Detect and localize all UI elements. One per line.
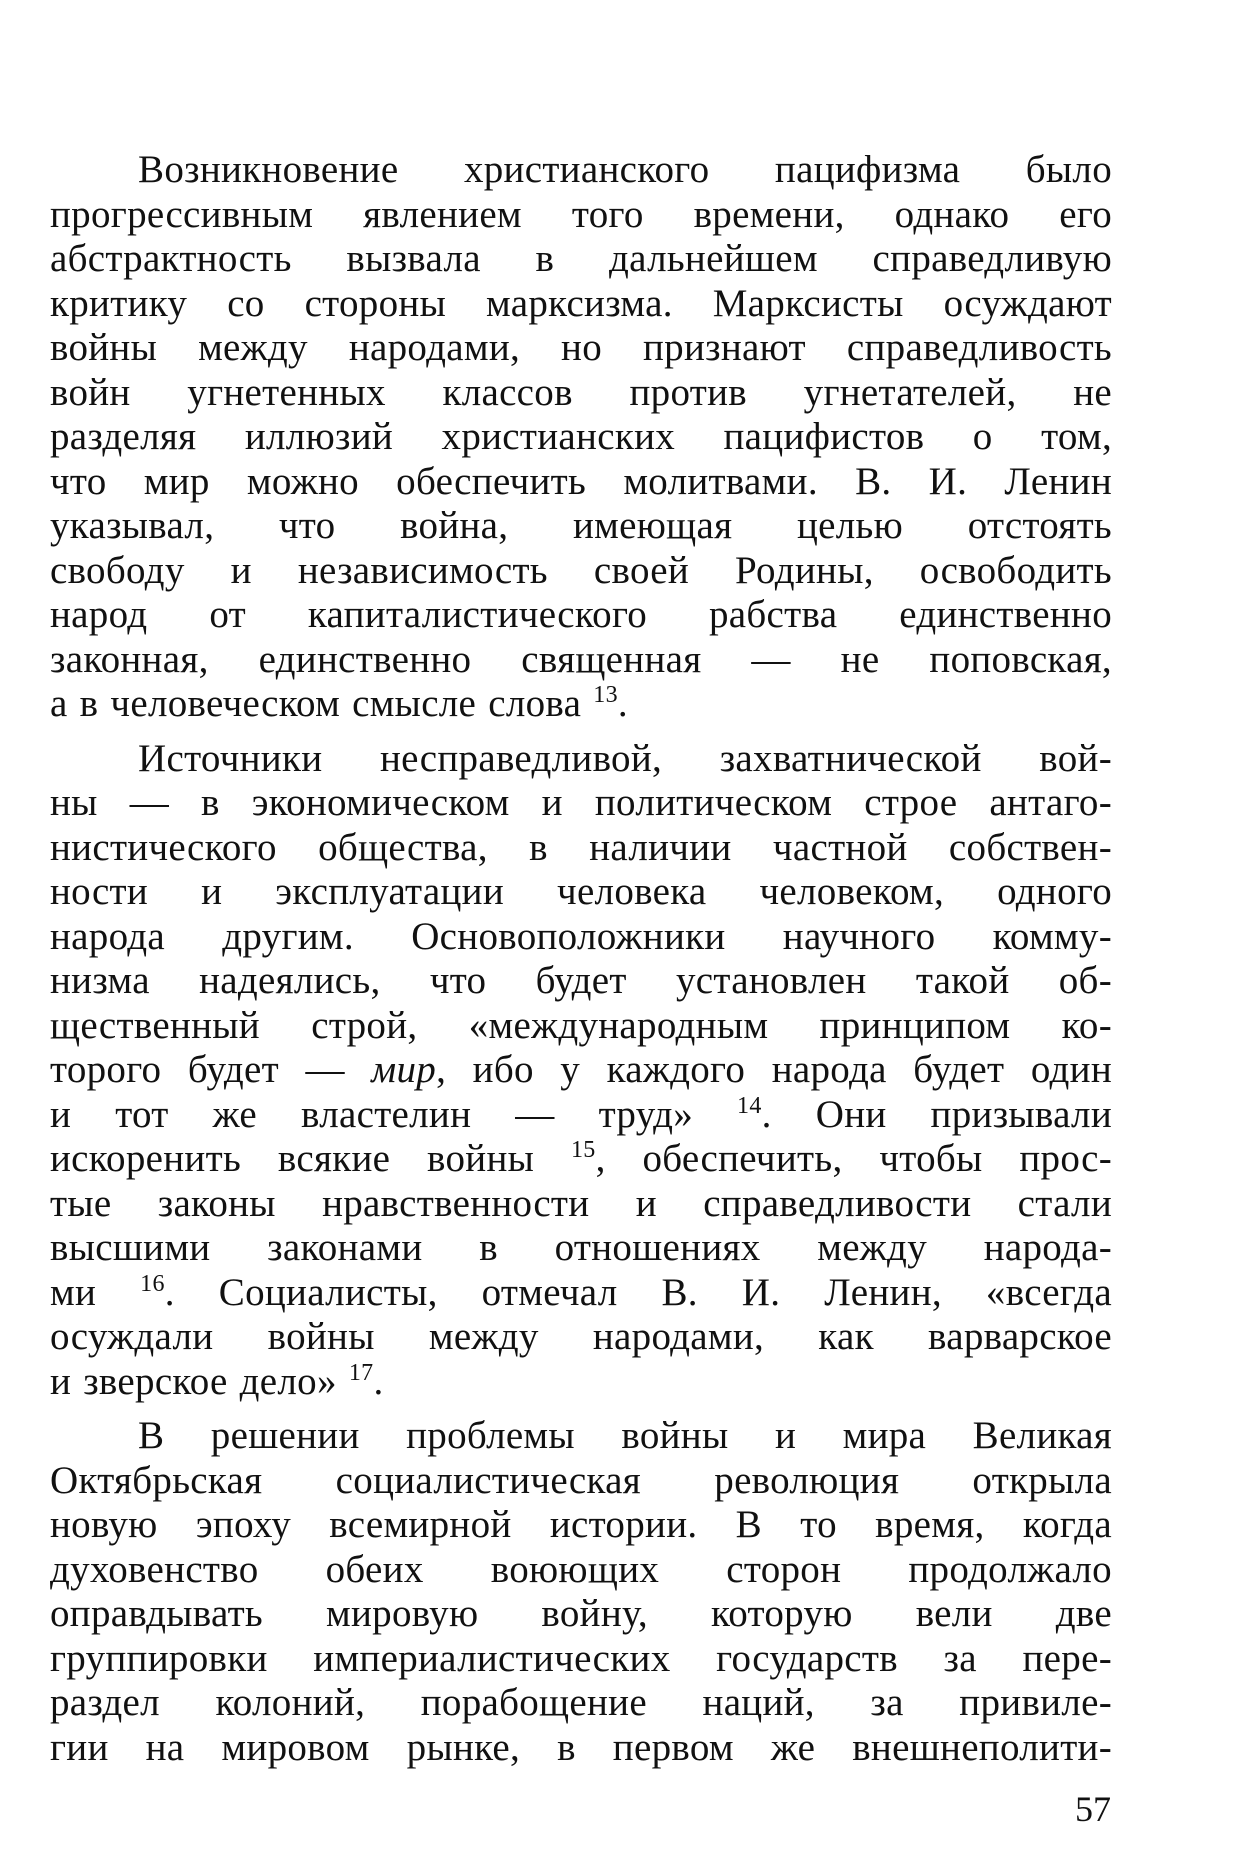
text-line: свободу и независимость своей Родины, освободить [50, 548, 1112, 592]
text-line: осуждали войны между народами, как варварское [50, 1315, 1112, 1358]
text-fragment: . Они призывали [761, 1092, 1112, 1136]
footnote-ref-13: 13 [593, 682, 618, 708]
paragraph-2 [50, 737, 1112, 1405]
text-line: Октябрьская социалистическая революция открыла [50, 1458, 1112, 1502]
text-line [50, 682, 1112, 727]
text-line: разделяя иллюзий христианских пацифистов о том, [50, 415, 1112, 458]
text-line: абстрактность вызвала в дальнейшем справедливую [50, 237, 1112, 280]
text-fragment: ми [50, 1270, 97, 1314]
text-line [50, 1048, 1112, 1093]
text-line: гии на мировом рынке, в первом же внешнеполити- [50, 1725, 1112, 1769]
paragraph-1 [50, 148, 1112, 727]
text-fragment: искоренить всякие войны [50, 1137, 535, 1180]
text-line: В решении проблемы войны и мира Великая [138, 1414, 1112, 1457]
text-line: группировки империалистических государств за пере- [50, 1636, 1112, 1680]
text-line: нистического общества, в наличии частной собствен- [50, 825, 1112, 869]
emphasis-mir: мир [371, 1048, 437, 1091]
text-line: народ от капиталистического рабства единственно [50, 593, 1112, 636]
page-number: 57 [1075, 1789, 1111, 1829]
text-line [50, 1093, 1112, 1138]
text-fragment: , ибо у каждого народа будет один [436, 1048, 1112, 1091]
text-line: духовенство обеих воюющих сторон продолжало [50, 1547, 1112, 1591]
text-line: указывал, что война, имеющая целью отстоять [50, 504, 1112, 547]
footnote-ref-15: 15 [571, 1137, 596, 1163]
text-line: критику со стороны марксизма. Марксисты осуждают [50, 281, 1112, 325]
footnote-ref-14: 14 [737, 1092, 762, 1119]
paragraph-3 [50, 1414, 1112, 1770]
text-line: прогрессивным явлением того времени, однако его [50, 192, 1112, 236]
text-line [50, 1271, 1112, 1316]
text-line: народа другим. Основоположники научного комму- [50, 914, 1112, 958]
text-line: ны — в экономическом и политическом строе антаго- [50, 781, 1112, 824]
text-fragment: и тот же властелин — труд» [50, 1092, 694, 1136]
footnote-ref-17: 17 [348, 1359, 374, 1386]
text-fragment: , обеспечить, чтобы прос- [595, 1137, 1112, 1180]
text-line: Источники несправедливой, захватнической вой- [138, 736, 1112, 780]
text-fragment: . Социалисты, отмечал В. И. Ленин, «всегда [164, 1270, 1112, 1314]
text-line: новую эпоху всемирной истории. В то время, когда [50, 1503, 1112, 1546]
text-line: войн угнетенных классов против угнетателей, не [50, 370, 1112, 414]
text-line: оправдывать мировую войну, которую вели две [50, 1592, 1112, 1635]
text-line: низма надеялись, что будет установлен такой об- [50, 959, 1112, 1002]
text-fragment: а в человеческом смысле слова [50, 682, 582, 725]
text-line: высшими законами в отношениях между народа- [50, 1226, 1112, 1269]
text-fragment: торого будет — [50, 1048, 372, 1091]
text-fragment: и зверское дело» [50, 1359, 337, 1403]
text-line: что мир можно обеспечить молитвами. В. И. Ленин [50, 459, 1112, 503]
text-line [50, 1137, 1112, 1182]
text-line: Возникновение христианского пацифизма было [138, 148, 1112, 191]
text-line: тые законы нравственности и справедливости стали [50, 1181, 1112, 1225]
text-line [50, 1360, 1112, 1405]
text-line: ности и эксплуатации человека человеком, одного [50, 870, 1112, 913]
text-line: войны между народами, но признают справедливость [50, 326, 1112, 369]
text-fragment: . [373, 1359, 384, 1403]
text-line: щественный строй, «международным принципом ко- [50, 1003, 1112, 1047]
book-page-text [50, 148, 1112, 1770]
text-line: законная, единственно священная — не поповская, [50, 637, 1112, 681]
text-fragment: . [617, 682, 628, 725]
text-line: раздел колоний, порабощение наций, за привиле- [50, 1681, 1112, 1724]
footnote-ref-16: 16 [140, 1270, 165, 1297]
